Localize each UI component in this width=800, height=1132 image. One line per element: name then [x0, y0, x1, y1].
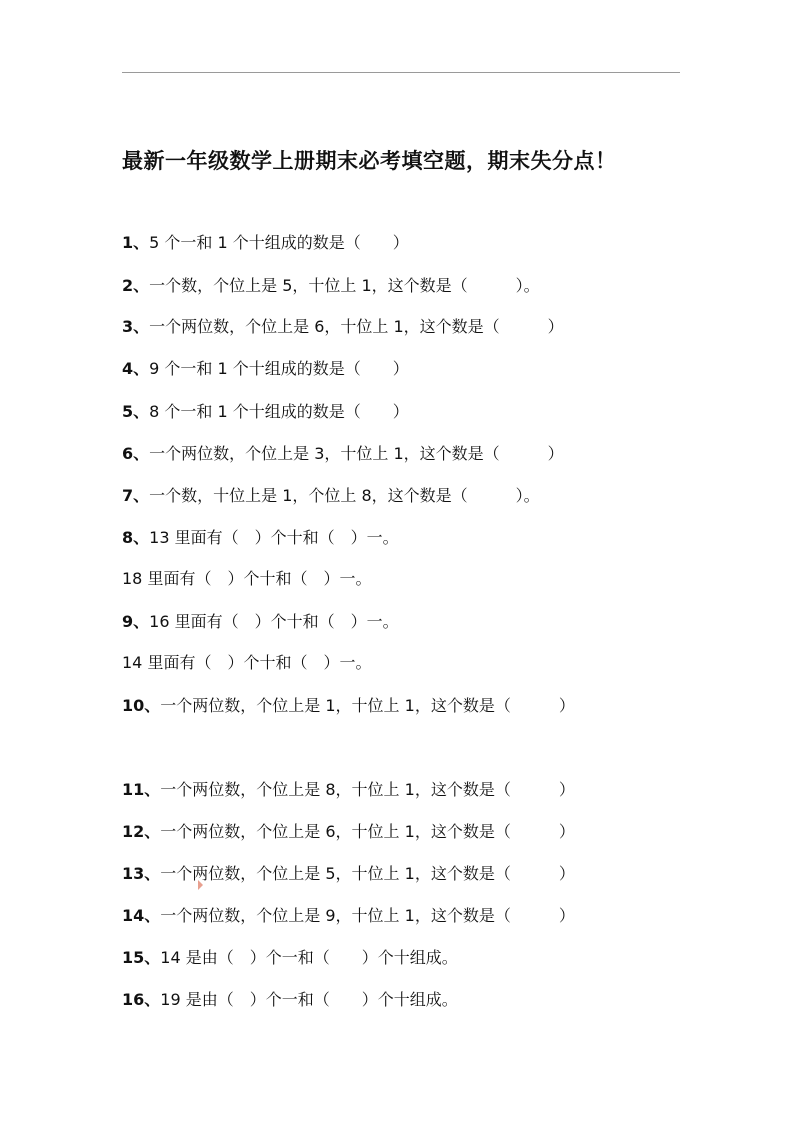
question-16: 16、19 是由（ ）个一和（ ）个十组成。 — [122, 990, 458, 1009]
stray-mark — [198, 880, 203, 890]
question-2: 2、一个数，个位上是 5，十位上 1，这个数是（ ）。 — [122, 276, 540, 295]
question-15: 15、14 是由（ ）个一和（ ）个十组成。 — [122, 948, 458, 967]
question-10: 10、一个两位数，个位上是 1，十位上 1，这个数是（ ） — [122, 696, 575, 715]
question-4: 4、9 个一和 1 个十组成的数是（ ） — [122, 359, 409, 378]
question-7: 7、一个数，十位上是 1，个位上 8，这个数是（ ）。 — [122, 486, 540, 505]
question-9: 9、16 里面有（ ）个十和（ ）一。 — [122, 612, 399, 631]
question-3: 3、一个两位数，个位上是 6，十位上 1，这个数是（ ） — [122, 317, 564, 336]
question-13: 13、一个两位数，个位上是 5，十位上 1，这个数是（ ） — [122, 864, 575, 883]
question-12: 12、一个两位数，个位上是 6，十位上 1，这个数是（ ） — [122, 822, 575, 841]
question-5: 5、8 个一和 1 个十组成的数是（ ） — [122, 402, 409, 421]
question-14: 14、一个两位数，个位上是 9，十位上 1，这个数是（ ） — [122, 906, 575, 925]
page-title: 最新一年级数学上册期末必考填空题，期末失分点！ — [122, 149, 617, 173]
question-8: 8、13 里面有（ ）个十和（ ）一。 — [122, 528, 399, 547]
top-rule — [122, 72, 680, 73]
question-11: 11、一个两位数，个位上是 8，十位上 1，这个数是（ ） — [122, 780, 575, 799]
question-9-b: 14 里面有（ ）个十和（ ）一。 — [122, 653, 372, 672]
question-1: 1、5 个一和 1 个十组成的数是（ ） — [122, 233, 409, 252]
question-8-b: 18 里面有（ ）个十和（ ）一。 — [122, 569, 372, 588]
question-6: 6、一个两位数，个位上是 3，十位上 1，这个数是（ ） — [122, 444, 564, 463]
